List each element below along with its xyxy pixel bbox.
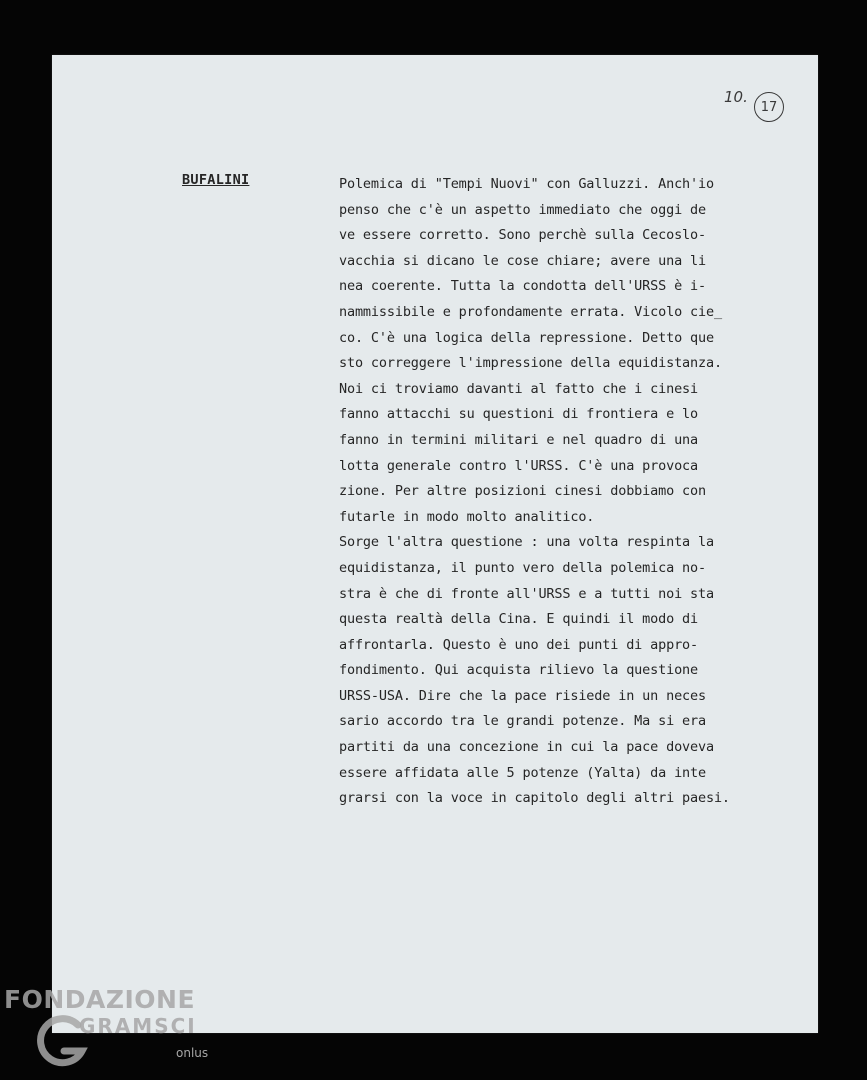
- text-line: fanno attacchi su questioni di frontiera e lo: [339, 406, 698, 423]
- watermark-line2: GRAMSCI: [79, 1014, 197, 1038]
- text-line: Sorge l'altra questione : una volta respinta la: [339, 534, 714, 551]
- watermark-line1: FONDAZIONE: [4, 985, 196, 1014]
- text-line: fondimento. Qui acquista rilievo la questione: [339, 662, 698, 679]
- speaker-name: BUFALINI: [182, 172, 250, 188]
- page-number: 10.: [724, 88, 748, 106]
- text-line: Noi ci troviamo davanti al fatto che i cinesi: [339, 380, 698, 397]
- text-line: nammissibile e profondamente errata. Vicolo cie_: [339, 303, 722, 320]
- text-line: essere affidata alle 5 potenze (Yalta) da inte: [339, 764, 706, 781]
- body-text: [339, 172, 809, 812]
- text-line: sto correggere l'impressione della equidistanza.: [339, 355, 722, 372]
- fondazione-gramsci-watermark: [4, 985, 224, 1075]
- text-line: penso che c'è un aspetto immediato che oggi de: [339, 201, 706, 218]
- text-line: grarsi con la voce in capitolo degli altri paesi.: [339, 790, 730, 807]
- text-line: questa realtà della Cina. E quindi il modo di: [339, 611, 698, 628]
- watermark-sub: onlus: [176, 1046, 209, 1060]
- text-line: co. C'è una logica della repressione. Detto que: [339, 329, 714, 346]
- text-line: sario accordo tra le grandi potenze. Ma si era: [339, 713, 706, 730]
- text-line: ve essere corretto. Sono perchè sulla Cecoslo-: [339, 227, 706, 244]
- text-line: equidistanza, il punto vero della polemica no-: [339, 559, 706, 576]
- text-line: fanno in termini militari e nel quadro di una: [339, 431, 698, 448]
- text-line: Polemica di "Tempi Nuovi" con Galluzzi. Anch'io: [339, 176, 714, 192]
- text-line: affrontarla. Questo è uno dei punti di appro-: [339, 636, 698, 653]
- text-line: URSS-USA. Dire che la pace risiede in un neces: [339, 687, 706, 704]
- text-line: lotta generale contro l'URSS. C'è una provoca: [339, 457, 698, 474]
- text-line: zione. Per altre posizioni cinesi dobbiamo con: [339, 483, 706, 500]
- document-page: [52, 55, 818, 1033]
- text-line: stra è che di fronte all'URSS e a tutti noi sta: [339, 585, 714, 602]
- text-line: nea coerente. Tutta la condotta dell'URSS è i-: [339, 278, 706, 295]
- text-line: partiti da una concezione in cui la pace doveva: [339, 739, 714, 756]
- text-line: vacchia si dicano le cose chiare; avere una li: [339, 252, 706, 269]
- text-line: futarle in modo molto analitico.: [339, 508, 595, 525]
- circled-page-number: 17: [754, 92, 784, 122]
